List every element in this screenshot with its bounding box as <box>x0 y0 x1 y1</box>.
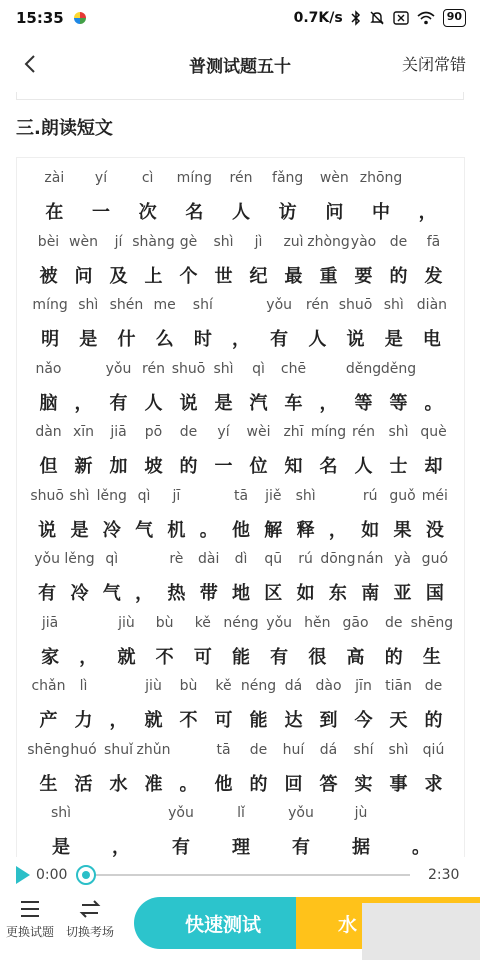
pinyin-text: dōng <box>320 551 356 567</box>
pinyin-text: wèi <box>246 424 271 440</box>
hanzi-char: 如 <box>296 583 315 604</box>
hanzi-char: 释 <box>296 519 315 541</box>
hanzi-char: 有 <box>109 392 128 414</box>
close-errors-button[interactable]: 关闭常错 <box>401 55 466 74</box>
hanzi-char: 家 <box>41 646 60 668</box>
pinyin-text: tiān <box>385 678 412 694</box>
hanzi-char: 热 <box>167 583 186 604</box>
hanzi-char: 中 <box>372 202 390 223</box>
total-time: 2:30 <box>428 867 460 883</box>
pinyin-text: zhī <box>283 424 304 440</box>
pinyin-text: huí <box>282 741 305 758</box>
hanzi-char: 有 <box>292 837 310 857</box>
pinyin-text: dì <box>234 551 248 567</box>
pinyin-text: shì <box>295 487 316 504</box>
hanzi-char: 发 <box>424 265 443 287</box>
reading-line <box>17 793 464 857</box>
wifi-icon <box>417 11 435 25</box>
hanzi-char: 一 <box>92 202 110 223</box>
hanzi-char: 的 <box>389 265 408 287</box>
pinyin-text: tā <box>233 487 249 504</box>
hanzi-char: 新 <box>74 456 93 477</box>
pinyin-text: de <box>384 614 403 631</box>
pinyin-text: lěng <box>64 551 95 567</box>
pinyin-text: rén <box>142 360 165 377</box>
hanzi-char: 有 <box>172 837 190 857</box>
hanzi-char: ， <box>232 329 250 350</box>
hanzi-char: 是 <box>214 392 233 414</box>
status-bar <box>0 0 480 36</box>
pinyin-text: kě <box>215 678 232 694</box>
pinyin-text: huó <box>70 741 97 758</box>
hanzi-char: 位 <box>249 456 268 477</box>
hanzi-char: 气 <box>135 519 154 541</box>
pinyin-text: shén <box>109 297 144 313</box>
hanzi-char: 有 <box>270 646 289 668</box>
status-right <box>294 9 466 27</box>
pinyin-text: de <box>249 741 268 758</box>
current-time: 0:00 <box>36 867 68 883</box>
hanzi-char: 加 <box>109 456 128 477</box>
pinyin-text: zài <box>44 170 65 186</box>
hanzi-char: 东 <box>328 583 347 604</box>
quick-test-button[interactable]: 快速测试 <box>134 897 312 949</box>
pinyin-text: shì <box>50 805 72 821</box>
pinyin-text: jiù <box>145 678 162 694</box>
hanzi-char: 带 <box>199 583 218 604</box>
hanzi-char: 准 <box>144 773 163 795</box>
change-question-label: 更换试题 <box>5 925 54 939</box>
pinyin-text: jù <box>354 805 368 821</box>
hanzi-char: 区 <box>264 583 283 604</box>
hanzi-char: 坡 <box>144 456 163 477</box>
hanzi-char: 名 <box>319 456 338 477</box>
pinyin-text: shì <box>69 487 90 504</box>
hanzi-char: 时 <box>193 329 212 350</box>
hanzi-char: 能 <box>249 710 268 731</box>
pinyin-text: rú <box>362 487 378 504</box>
hanzi-char: 。 <box>412 837 430 857</box>
pinyin-text: dàn <box>35 424 62 440</box>
hanzi-char: 今 <box>354 710 373 731</box>
pinyin-text: yǒu <box>105 360 132 377</box>
hanzi-char: 。 <box>424 392 443 414</box>
pinyin-text: qì <box>137 487 151 504</box>
pinyin-text: shuō <box>171 360 206 377</box>
status-time: 15:35 <box>16 9 64 27</box>
pinyin-text: yǒu <box>266 614 293 631</box>
pinyin-text: méi <box>421 487 448 504</box>
hanzi-char: 是 <box>52 837 70 857</box>
swap-icon <box>79 899 101 919</box>
reading-line <box>17 158 464 222</box>
hanzi-char: 个 <box>179 265 198 287</box>
hanzi-char: 次 <box>138 202 157 223</box>
pinyin-text: rén <box>229 170 253 186</box>
hanzi-char: 可 <box>193 646 212 668</box>
pinyin-text: yào <box>350 233 377 250</box>
pinyin-text: míng <box>310 424 347 440</box>
pinyin-text: shì <box>383 297 404 313</box>
pinyin-text: shuō <box>30 487 64 504</box>
hanzi-char: 重 <box>319 265 338 287</box>
battery-indicator: 90 <box>443 9 466 27</box>
pinyin-text: shì <box>388 424 409 440</box>
hanzi-char: 理 <box>232 837 250 857</box>
pinyin-text: pō <box>144 424 163 440</box>
hanzi-char: 活 <box>74 773 93 795</box>
pinyin-text: de <box>389 233 408 250</box>
hanzi-char: 访 <box>278 202 297 223</box>
pinyin-text: qiú <box>422 741 445 758</box>
progress-track[interactable] <box>86 874 410 876</box>
pinyin-text: míng <box>176 170 212 186</box>
audio-player <box>0 857 480 893</box>
hanzi-char: 是 <box>79 329 98 350</box>
pinyin-text: lěng <box>96 487 127 504</box>
hanzi-char: ， <box>135 583 154 604</box>
hanzi-char: 在 <box>45 202 64 223</box>
pinyin-text: rú <box>298 551 313 567</box>
pinyin-text: chǎn <box>31 678 66 694</box>
pinyin-text: néng <box>223 614 259 631</box>
pinyin-text: yǒu <box>266 297 293 313</box>
reading-line <box>17 730 464 794</box>
pinyin-text: xīn <box>72 424 95 440</box>
hanzi-char: ， <box>319 392 338 414</box>
hanzi-char: 世 <box>214 265 233 287</box>
hanzi-char: 生 <box>422 646 441 668</box>
pinyin-text: shí <box>192 297 213 313</box>
hanzi-char: 上 <box>144 265 163 287</box>
chevron-left-icon <box>23 54 37 74</box>
pinyin-text: shuǐ <box>104 741 133 758</box>
hanzi-char: 答 <box>319 773 338 795</box>
hanzi-char: 脑 <box>39 392 58 414</box>
mute-icon <box>369 10 385 26</box>
pinyin-text: dá <box>284 678 303 694</box>
pinyin-text: míng <box>32 297 68 313</box>
pinyin-text: rén <box>352 424 375 440</box>
hanzi-char: 说 <box>346 329 365 350</box>
hanzi-char: 说 <box>38 519 57 541</box>
hanzi-char: 实 <box>354 773 373 795</box>
reading-line <box>17 539 464 603</box>
pinyin-text: shēng <box>27 741 70 758</box>
pinyin-text: de <box>179 424 198 440</box>
pinyin-text: shì <box>213 360 234 377</box>
hanzi-char: 生 <box>39 773 58 795</box>
pinyin-text: rén <box>305 297 329 313</box>
hanzi-char: 气 <box>102 583 121 604</box>
hanzi-char: 是 <box>384 329 403 350</box>
hanzi-char: ， <box>109 710 128 731</box>
hanzi-char: 水 <box>109 773 128 795</box>
pinyin-text: jì <box>254 233 263 250</box>
hanzi-char: 车 <box>284 392 303 414</box>
hanzi-char: 力 <box>74 710 93 731</box>
hanzi-char: ， <box>328 519 347 541</box>
section-title: 三.朗读短文 <box>16 118 113 139</box>
hanzi-char: 明 <box>41 329 60 350</box>
hanzi-char: 问 <box>325 202 344 223</box>
hanzi-char: 他 <box>214 773 233 795</box>
hanzi-char: 南 <box>361 583 380 604</box>
pinyin-text: yǒu <box>34 551 61 567</box>
hanzi-char: 最 <box>284 265 303 287</box>
hanzi-char: 求 <box>424 773 443 795</box>
hanzi-char: 么 <box>155 329 174 350</box>
hanzi-char: 高 <box>346 646 365 668</box>
pinyin-text: chē <box>280 360 307 377</box>
hanzi-char: 有 <box>270 329 289 350</box>
pinyin-text: tā <box>216 741 231 758</box>
pinyin-text: yǒu <box>288 805 314 821</box>
hanzi-char: 要 <box>354 265 373 287</box>
hanzi-char: 是 <box>70 519 89 541</box>
hanzi-char: 产 <box>39 710 58 731</box>
pinyin-text: diàn <box>416 297 448 313</box>
reading-line <box>17 222 464 286</box>
hanzi-char: 如 <box>361 519 380 541</box>
pinyin-text: fā <box>426 233 441 250</box>
pinyin-text: shuō <box>338 297 373 313</box>
hanzi-char: 解 <box>264 519 283 541</box>
back-button[interactable] <box>12 44 48 84</box>
pinyin-text: zhǔn <box>136 741 171 758</box>
bottom-bar <box>0 893 480 960</box>
pinyin-text: zhōng <box>359 170 403 186</box>
pinyin-text: shàng <box>132 233 175 250</box>
hanzi-char: 人 <box>144 392 163 414</box>
hanzi-char: 人 <box>354 456 373 477</box>
play-button[interactable] <box>14 865 32 885</box>
pinyin-text: bù <box>179 678 198 694</box>
previous-content-edge <box>16 92 464 100</box>
pinyin-text: jī <box>172 487 181 504</box>
pinyin-text: nán <box>357 551 384 567</box>
play-icon <box>14 865 32 885</box>
hanzi-char: 很 <box>308 646 327 668</box>
pinyin-text: shì <box>388 741 409 758</box>
hanzi-char: 士 <box>389 456 408 477</box>
app-notification-icon <box>74 12 86 24</box>
hanzi-char: 能 <box>232 646 250 668</box>
pinyin-text: qū <box>264 551 283 567</box>
pinyin-text: gāo <box>342 614 369 631</box>
pinyin-text: bèi <box>37 233 60 250</box>
hanzi-char: 什 <box>117 329 136 350</box>
hanzi-char: 等 <box>354 392 373 414</box>
hanzi-char: 亚 <box>393 583 412 604</box>
pinyin-text: shēng <box>410 614 454 631</box>
level-test-button[interactable]: 水 <box>296 897 480 949</box>
pinyin-text: qì <box>105 551 119 567</box>
hanzi-char: 却 <box>424 456 443 477</box>
pinyin-text: de <box>424 678 443 694</box>
pinyin-text: dào <box>315 678 342 694</box>
hanzi-char: 。 <box>199 519 218 541</box>
pinyin-text: zhòng <box>307 233 350 250</box>
hanzi-char: 冷 <box>102 519 121 541</box>
sim-off-icon <box>393 11 409 25</box>
list-icon <box>19 899 41 919</box>
hanzi-char: 国 <box>425 583 444 604</box>
hanzi-char: 人 <box>232 202 250 223</box>
pinyin-text: zuì <box>283 233 304 250</box>
hanzi-char: ， <box>79 646 98 668</box>
status-left <box>16 9 86 27</box>
hanzi-char: 。 <box>179 773 198 795</box>
hanzi-char: 不 <box>179 710 198 731</box>
pinyin-text: shì <box>78 297 99 313</box>
pinyin-text: dài <box>198 551 220 567</box>
hanzi-char: 电 <box>422 329 441 350</box>
pinyin-text: què <box>420 424 447 440</box>
hanzi-char: 知 <box>284 456 303 477</box>
pinyin-text: qì <box>252 360 265 377</box>
hanzi-char: 汽 <box>249 392 268 414</box>
pinyin-text: yí <box>94 170 108 186</box>
hanzi-char: 回 <box>284 773 303 795</box>
hanzi-char: 事 <box>389 773 408 795</box>
pinyin-text: hěn <box>304 614 331 631</box>
hanzi-char: 他 <box>232 519 250 541</box>
hanzi-char: 没 <box>425 519 444 541</box>
hanzi-char: 的 <box>384 646 403 668</box>
pinyin-text: gè <box>179 233 198 250</box>
pinyin-text: jiā <box>110 424 127 440</box>
pinyin-text: bù <box>155 614 174 631</box>
header <box>0 36 480 92</box>
pinyin-text: dá <box>319 741 338 758</box>
reading-line <box>17 603 464 667</box>
hanzi-char: 天 <box>389 710 408 731</box>
pinyin-text: jiù <box>118 614 135 631</box>
hanzi-char: 机 <box>167 519 186 541</box>
hanzi-char: 不 <box>155 646 174 668</box>
hanzi-char: 说 <box>179 392 198 414</box>
hanzi-char: 的 <box>179 456 198 477</box>
hanzi-char: ， <box>112 837 130 857</box>
pinyin-text: néng <box>240 678 277 694</box>
pinyin-text: rè <box>169 551 184 567</box>
reading-line <box>17 412 464 476</box>
hanzi-char: 据 <box>352 837 370 857</box>
hanzi-char: 地 <box>232 583 250 604</box>
hanzi-char: 到 <box>319 710 338 731</box>
pinyin-text: kě <box>194 614 211 631</box>
hanzi-char: 一 <box>214 456 233 477</box>
pinyin-text: guǒ <box>389 487 416 504</box>
pinyin-text: nǎo <box>35 360 62 377</box>
hanzi-char: ， <box>74 392 93 414</box>
pinyin-text: yí <box>217 424 230 440</box>
reading-line <box>17 285 464 349</box>
hanzi-char: 纪 <box>249 265 268 287</box>
hanzi-char: 人 <box>308 329 327 350</box>
hanzi-char: 名 <box>185 202 204 223</box>
hanzi-char: 果 <box>393 519 412 541</box>
hanzi-char: 就 <box>144 710 163 731</box>
pinyin-text: jiě <box>265 487 282 504</box>
hanzi-char: 有 <box>38 583 57 604</box>
hanzi-char: ， <box>418 202 437 223</box>
pinyin-text: shì <box>213 233 234 250</box>
hanzi-char: 问 <box>74 265 93 287</box>
reading-line <box>17 666 464 730</box>
network-speed: 0.7K/s <box>293 10 343 26</box>
pinyin-text: fǎng <box>272 170 304 186</box>
pinyin-text: jiā <box>41 614 59 631</box>
pinyin-text: yǒu <box>168 805 194 821</box>
hanzi-char: 冷 <box>70 583 89 604</box>
pinyin-text: lì <box>79 678 88 694</box>
pinyin-text: shí <box>353 741 374 758</box>
pinyin-text: jīn <box>355 678 372 694</box>
bluetooth-icon <box>351 10 361 26</box>
pinyin-text: cì <box>141 170 154 186</box>
hanzi-char: 的 <box>249 773 268 795</box>
hanzi-char: 等 <box>389 392 408 414</box>
reading-line <box>17 476 464 540</box>
hanzi-char: 可 <box>214 710 233 731</box>
change-question-button[interactable] <box>0 897 60 940</box>
pinyin-text: lǐ <box>237 805 245 821</box>
hanzi-char: 的 <box>424 710 443 731</box>
progress-thumb[interactable] <box>76 865 96 885</box>
pinyin-text: me <box>153 297 176 313</box>
pinyin-text: děng <box>380 360 417 377</box>
pinyin-text: wèn <box>69 233 98 250</box>
reading-line <box>17 349 464 413</box>
reading-card <box>16 157 465 857</box>
hanzi-char: 但 <box>39 456 58 477</box>
overlay-block <box>362 903 480 960</box>
pinyin-text: wèn <box>319 170 349 186</box>
switch-exam-room-label: 切换考场 <box>65 925 114 939</box>
pinyin-text: děng <box>345 360 382 377</box>
hanzi-char: 达 <box>284 710 303 731</box>
hanzi-char: 及 <box>109 265 128 287</box>
switch-exam-room-button[interactable] <box>60 897 120 940</box>
pinyin-text: yà <box>394 551 411 567</box>
hanzi-char: 就 <box>117 646 136 668</box>
pinyin-text: guó <box>421 551 449 567</box>
hanzi-char: 被 <box>39 265 58 287</box>
pinyin-text: jí <box>114 233 123 250</box>
page-title: 普测试题五十 <box>189 56 291 77</box>
